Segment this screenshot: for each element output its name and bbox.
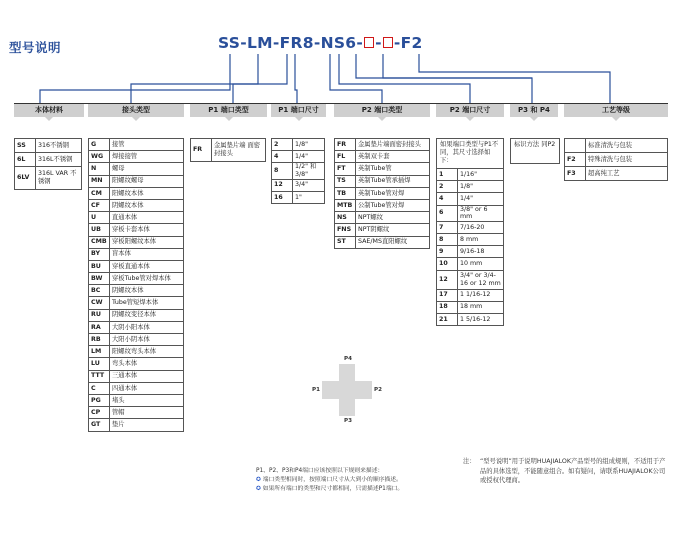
table-row [89, 285, 184, 297]
row-name: 1" [293, 191, 325, 203]
row-code: U [89, 212, 110, 224]
row-name: 直通本体 [110, 212, 184, 224]
table-row [89, 260, 184, 272]
table-row [191, 139, 266, 162]
table-row [437, 289, 504, 301]
note-label: 注： [463, 458, 476, 465]
table-row [272, 139, 325, 151]
row-name: 阳螺纹本体 [110, 187, 184, 199]
grade-name: 超高纯工艺 [586, 167, 668, 181]
header-p2-type: P2 端口类型 [334, 104, 430, 117]
row-code: 4 [272, 151, 293, 163]
row-name: 英制Tube管 [356, 163, 430, 175]
row-name: 8 mm [458, 233, 504, 245]
table-row [335, 199, 430, 211]
row-name: 管帽 [110, 407, 184, 419]
table-row [89, 297, 184, 309]
table-row [89, 370, 184, 382]
table-row [272, 163, 325, 179]
row-name: 3/8" or 6 mm [458, 205, 504, 221]
row-code: RU [89, 309, 110, 321]
material-table [14, 138, 82, 190]
table-row [335, 212, 430, 224]
table-row [272, 191, 325, 203]
table-row [89, 334, 184, 346]
row-code: FL [335, 151, 356, 163]
row-code: 2 [272, 139, 293, 151]
header-p3-p4: P3 和 P4 [510, 104, 558, 117]
port-rule-notes [256, 467, 456, 494]
row-name: 阴螺纹变径本体 [110, 309, 184, 321]
row-code: 8 [272, 163, 293, 179]
table-row [565, 139, 668, 153]
row-name: SAE/MS直阳螺纹 [356, 236, 430, 248]
row-code: C [89, 382, 110, 394]
row-code: FNS [335, 224, 356, 236]
row-code: GT [89, 419, 110, 431]
table-row [89, 151, 184, 163]
row-code: BY [89, 248, 110, 260]
header-p1-type: P1 端口类型 [190, 104, 267, 117]
row-name: Tube管短焊本体 [110, 297, 184, 309]
row-code: LM [89, 346, 110, 358]
code-sep: - [375, 34, 382, 52]
table-row [272, 151, 325, 163]
code-seg-fitting: LM [246, 34, 273, 52]
table-row [437, 233, 504, 245]
row-name: 公制Tube管对焊 [356, 199, 430, 211]
disclaimer-note: “型号说明”用于说明HUAJIALOK产品型号的组成规则，不适用于产品的具体选型，不能随意组合。如有疑问，请联系HUAJIALOK公司或授权代理商。 [480, 458, 666, 484]
table-row [437, 181, 504, 193]
table-row [335, 163, 430, 175]
table-row [89, 309, 184, 321]
port-label-p4: P4 [344, 356, 352, 362]
row-name: NPT螺纹 [356, 212, 430, 224]
table-row [89, 236, 184, 248]
row-code: TS [335, 175, 356, 187]
material-code: SS [15, 139, 36, 153]
row-name: 螺母 [110, 163, 184, 175]
table-row [89, 321, 184, 333]
row-name: 7/16-20 [458, 221, 504, 233]
row-name: 穿板Tube管对焊本体 [110, 273, 184, 285]
grade-code: F3 [565, 167, 586, 181]
table-row [15, 153, 82, 167]
row-code: CMB [89, 236, 110, 248]
row-code: TTT [89, 370, 110, 382]
table-row [335, 175, 430, 187]
row-code: 21 [437, 313, 458, 325]
p3-p4-note: 标识方法 同P2 [510, 138, 560, 164]
row-code: N [89, 163, 110, 175]
row-name: 阴螺纹本体 [110, 199, 184, 211]
table-row [15, 139, 82, 153]
code-sep: - [272, 34, 280, 52]
table-row [437, 313, 504, 325]
table-row [15, 167, 82, 190]
row-name: 1 5/16-12 [458, 313, 504, 325]
row-name: NPT阴螺纹 [356, 224, 430, 236]
page-title: 型号说明 [9, 40, 62, 55]
port-rule-text: 端口类型相同时，按照端口尺寸从大到小的顺序描述。 [262, 477, 402, 483]
p1-type-table [190, 138, 266, 162]
row-name: 金属垫片端面密封接头 [356, 139, 430, 151]
p2-size-table [436, 168, 504, 326]
bullet-icon: ✪ [256, 477, 261, 483]
table-row [89, 224, 184, 236]
grade-name: 特殊清洗与包装 [586, 153, 668, 167]
row-name: 大阴小阳本体 [110, 321, 184, 333]
table-row [89, 175, 184, 187]
table-row [437, 205, 504, 221]
table-row [437, 169, 504, 181]
table-row [437, 270, 504, 289]
material-name: 316不锈钢 [36, 139, 82, 153]
row-code: CW [89, 297, 110, 309]
material-name: 316L VAR 不锈钢 [36, 167, 82, 190]
table-row [89, 163, 184, 175]
table-row [89, 273, 184, 285]
row-name: 10 mm [458, 258, 504, 270]
row-name: 3/4" [293, 179, 325, 191]
material-name: 316L不锈钢 [36, 153, 82, 167]
table-row [89, 199, 184, 211]
p2-size-note: 如果端口类型与P1不同，其尺寸选择如下： [436, 138, 504, 169]
row-code: BU [89, 260, 110, 272]
row-code: 9 [437, 246, 458, 258]
row-code: 8 [437, 233, 458, 245]
table-row [437, 193, 504, 205]
table-row [565, 153, 668, 167]
row-name: 英制Tube管承插焊 [356, 175, 430, 187]
table-row [89, 419, 184, 431]
row-name: 垫片 [110, 419, 184, 431]
port-rule-intro: P1、P2、P3和P4端口应该按照以下规则来描述： [256, 468, 384, 474]
table-row [437, 246, 504, 258]
row-code: FR [335, 139, 356, 151]
row-name: 盲本体 [110, 248, 184, 260]
row-code: FT [335, 163, 356, 175]
table-row [89, 346, 184, 358]
row-code: TB [335, 187, 356, 199]
row-code: 10 [437, 258, 458, 270]
table-row [89, 187, 184, 199]
row-name: 阴螺纹本体 [110, 285, 184, 297]
row-code: 1 [437, 169, 458, 181]
row-name: 9/16-18 [458, 246, 504, 258]
row-code: G [89, 139, 110, 151]
row-code: 16 [272, 191, 293, 203]
row-name: 三通本体 [110, 370, 184, 382]
code-seg-p2: NS6 [320, 34, 357, 52]
row-code: 12 [272, 179, 293, 191]
table-row [89, 394, 184, 406]
port-rule-text: 如果所有端口的类型和尺寸都相同，只需描述P1端口。 [262, 486, 404, 492]
row-name: 1 1/16-12 [458, 289, 504, 301]
header-p1-size: P1 端口尺寸 [271, 104, 326, 117]
row-name: 1/2" 和 3/8" [293, 163, 325, 179]
port-label-p2: P2 [374, 387, 382, 393]
table-row [335, 236, 430, 248]
row-code: BW [89, 273, 110, 285]
table-row [89, 382, 184, 394]
row-name: 1/4" [458, 193, 504, 205]
p1-type-name: 金属垫片端 面密封接头 [212, 139, 266, 162]
row-code: ST [335, 236, 356, 248]
material-code: 6LV [15, 167, 36, 190]
table-row [335, 151, 430, 163]
port-rule-item [256, 476, 456, 485]
row-code: NS [335, 212, 356, 224]
grade-table [564, 138, 668, 181]
row-name: 英制双卡套 [356, 151, 430, 163]
table-row [335, 224, 430, 236]
row-name: 阳螺纹螺母 [110, 175, 184, 187]
row-code: 18 [437, 301, 458, 313]
fitting-table [88, 138, 184, 432]
row-name: 穿板卡套本体 [110, 224, 184, 236]
row-code: UB [89, 224, 110, 236]
row-code: MN [89, 175, 110, 187]
row-code: 2 [437, 181, 458, 193]
row-name: 1/8" [293, 139, 325, 151]
row-code: RA [89, 321, 110, 333]
row-name: 3/4" or 3/4-16 or 12 mm [458, 270, 504, 289]
code-sep: - [240, 34, 247, 52]
port-label-p3: P3 [344, 418, 352, 424]
row-code: CM [89, 187, 110, 199]
code-seg-p1: FR8 [279, 34, 314, 52]
table-row [89, 212, 184, 224]
grade-name: 标准清洗与包装 [586, 139, 668, 153]
p2-type-table [334, 138, 430, 249]
row-name: 大阳小阴本体 [110, 334, 184, 346]
p1-size-table [271, 138, 325, 204]
port-rule-item [256, 485, 456, 494]
row-name: 穿板阳螺纹本体 [110, 236, 184, 248]
table-row [89, 139, 184, 151]
code-sep: - [393, 34, 401, 52]
bullet-icon: ✪ [256, 486, 261, 492]
row-name: 英制Tube管对焊 [356, 187, 430, 199]
grade-code: F2 [565, 153, 586, 167]
code-sep: - [356, 34, 364, 52]
row-code: 7 [437, 221, 458, 233]
row-code: WG [89, 151, 110, 163]
row-code: MTB [335, 199, 356, 211]
row-code: LU [89, 358, 110, 370]
table-row [272, 179, 325, 191]
row-code: 4 [437, 193, 458, 205]
header-material: 本体材料 [14, 104, 84, 117]
row-name: 堵头 [110, 394, 184, 406]
table-row [437, 301, 504, 313]
header-grade: 工艺等级 [564, 104, 668, 117]
row-name: 穿板直通本体 [110, 260, 184, 272]
table-row [89, 407, 184, 419]
row-name: 18 mm [458, 301, 504, 313]
row-name: 焊接接管 [110, 151, 184, 163]
material-code: 6L [15, 153, 36, 167]
port-label-p1: P1 [312, 387, 320, 393]
grade-code [565, 139, 586, 153]
row-code: PG [89, 394, 110, 406]
table-row [335, 187, 430, 199]
row-code: 17 [437, 289, 458, 301]
code-sep: - [313, 34, 321, 52]
row-code: 6 [437, 205, 458, 221]
row-code: 12 [437, 270, 458, 289]
row-code: BC [89, 285, 110, 297]
row-name: 1/8" [458, 181, 504, 193]
row-name: 阳螺纹弯头本体 [110, 346, 184, 358]
row-name: 弯头本体 [110, 358, 184, 370]
table-row [89, 248, 184, 260]
code-seg-material: SS [218, 34, 241, 52]
code-seg-grade: F2 [400, 34, 423, 52]
table-row [89, 358, 184, 370]
row-code: CP [89, 407, 110, 419]
table-row [335, 139, 430, 151]
row-name: 1/16" [458, 169, 504, 181]
row-code: RB [89, 334, 110, 346]
header-fitting: 接头类型 [88, 104, 184, 117]
row-name: 1/4" [293, 151, 325, 163]
table-row [437, 258, 504, 270]
table-row [565, 167, 668, 181]
header-p2-size: P2 端口尺寸 [436, 104, 504, 117]
p1-type-code: FR [191, 139, 212, 162]
row-code: CF [89, 199, 110, 211]
row-name: 四通本体 [110, 382, 184, 394]
port-cross-diagram [322, 364, 372, 416]
table-row [437, 221, 504, 233]
row-name: 接管 [110, 139, 184, 151]
